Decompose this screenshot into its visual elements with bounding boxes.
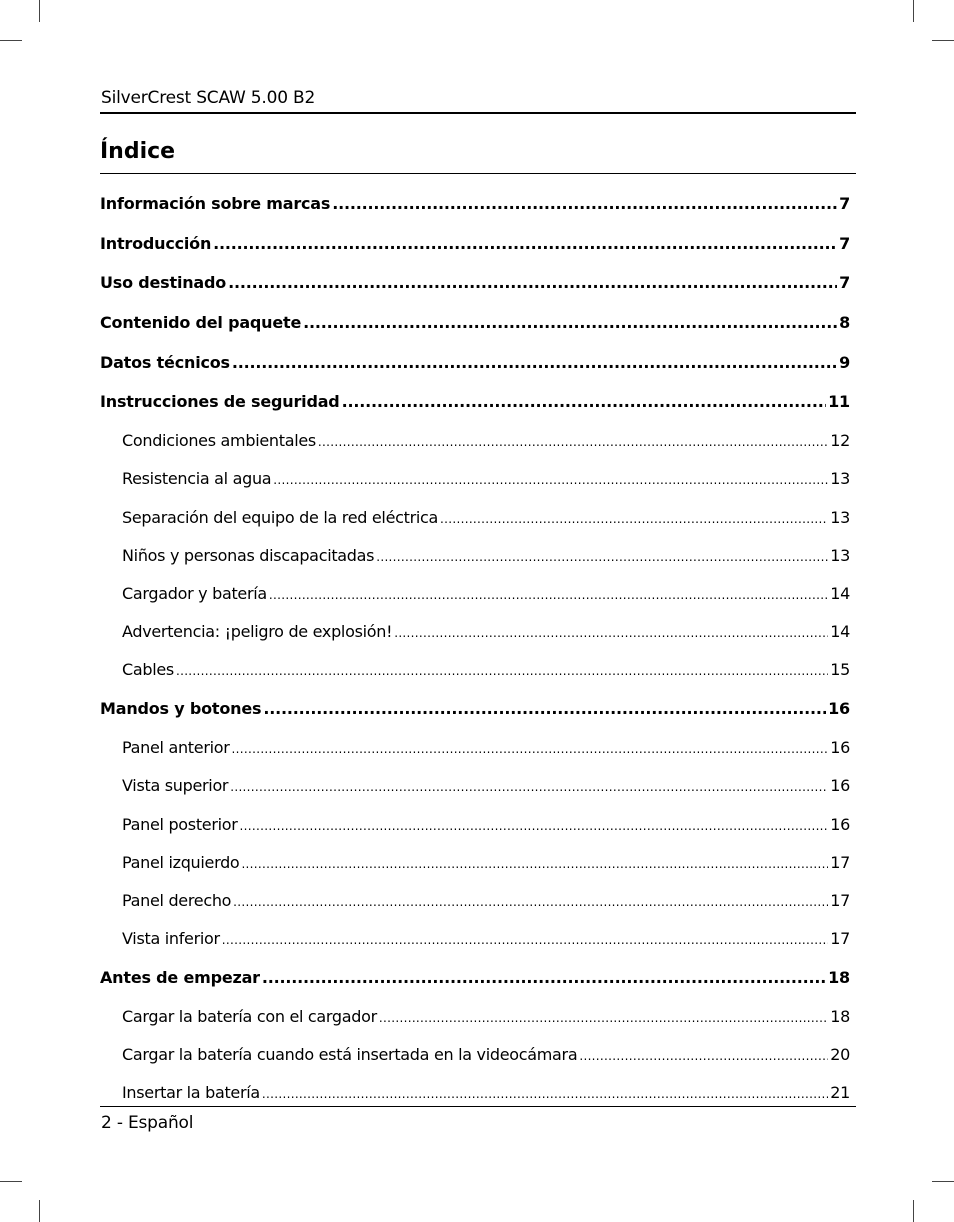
toc-entry-label: Insertar la batería	[122, 1083, 260, 1103]
toc-entry-label: Panel posterior	[122, 814, 238, 834]
toc-entry-page-number: 7	[839, 273, 850, 293]
toc-entry-label: Cables	[122, 660, 174, 680]
dot-leader	[262, 958, 826, 998]
dot-leader	[579, 1037, 828, 1074]
toc-entry-page-number: 18	[830, 1006, 850, 1026]
crop-mark-bottom-left-vertical	[39, 1200, 40, 1222]
dot-leader	[233, 883, 828, 920]
toc-entry-section[interactable]	[100, 806, 850, 844]
toc-entry-page-number: 8	[839, 313, 850, 333]
toc-entry-label: Antes de empezar	[100, 968, 260, 988]
toc-entry-label: Niños y personas discapacitadas	[122, 545, 375, 565]
toc-entry-label: Contenido del paquete	[100, 313, 302, 333]
dot-leader	[263, 689, 826, 729]
toc-entry-page-number: 12	[830, 431, 850, 451]
toc-entry-page-number: 13	[830, 507, 850, 527]
toc-entry-page-number: 13	[830, 545, 850, 565]
toc-entry-section[interactable]	[100, 844, 850, 882]
toc-entry-chapter[interactable]	[100, 382, 850, 422]
toc-entry-chapter[interactable]	[100, 303, 850, 343]
toc-entry-label: Cargador y batería	[122, 583, 267, 603]
toc-entry-chapter[interactable]	[100, 343, 850, 383]
toc-entry-section[interactable]	[100, 613, 850, 651]
toc-entry-chapter[interactable]	[100, 184, 850, 224]
dot-leader	[394, 614, 828, 651]
dot-leader	[376, 538, 828, 575]
dot-leader	[230, 768, 828, 805]
toc-entry-label: Panel derecho	[122, 890, 232, 910]
toc-entry-section[interactable]	[100, 920, 850, 958]
toc-entry-section[interactable]	[100, 422, 850, 460]
toc-entry-label: Vista inferior	[122, 929, 220, 949]
toc-entry-page-number: 16	[830, 776, 850, 796]
crop-mark-bottom-right-vertical	[913, 1200, 914, 1222]
toc-entry-page-number: 17	[830, 929, 850, 949]
toc-entry-page-number: 13	[830, 469, 850, 489]
toc-entry-page-number: 16	[828, 699, 850, 719]
toc-title: Índice	[100, 139, 176, 164]
toc-entry-label: Mandos y botones	[100, 699, 262, 719]
product-name: SilverCrest SCAW 5.00 B2	[101, 88, 316, 108]
crop-mark-bottom-left-horizontal	[0, 1181, 22, 1182]
toc-entry-page-number: 20	[830, 1045, 850, 1065]
toc-entry-chapter[interactable]	[100, 224, 850, 264]
dot-leader	[303, 303, 837, 343]
crop-mark-top-right-horizontal	[932, 40, 954, 41]
toc-heading	[100, 139, 856, 174]
running-header	[100, 86, 856, 114]
toc-entry-label: Información sobre marcas	[100, 194, 331, 213]
toc-entry-label: Resistencia al agua	[122, 469, 272, 489]
crop-mark-top-left-horizontal	[0, 40, 22, 41]
dot-leader	[213, 224, 837, 264]
dot-leader	[228, 263, 837, 303]
dot-leader	[240, 807, 829, 844]
toc-entry-label: Datos técnicos	[100, 352, 230, 372]
dot-leader	[232, 730, 829, 767]
toc-entry-page-number: 9	[839, 352, 850, 372]
toc-entry-page-number: 7	[839, 233, 850, 253]
page-number-label: 2 - Español	[101, 1113, 194, 1133]
dot-leader	[273, 461, 828, 498]
toc-entry-label: Panel anterior	[122, 738, 230, 758]
dot-leader	[241, 845, 828, 882]
toc-entry-page-number: 15	[830, 660, 850, 680]
toc-entry-section[interactable]	[100, 575, 850, 613]
toc-entry-section[interactable]	[100, 1036, 850, 1074]
toc-entry-page-number: 7	[839, 194, 850, 213]
toc-entry-page-number: 17	[830, 890, 850, 910]
toc-entry-page-number: 16	[830, 738, 850, 758]
toc-entry-label: Advertencia: ¡peligro de explosión!	[122, 622, 393, 642]
crop-mark-bottom-right-horizontal	[932, 1181, 954, 1182]
toc-entry-label: Uso destinado	[100, 273, 227, 293]
toc-entry-label: Cargar la batería con el cargador	[122, 1006, 377, 1026]
dot-leader	[232, 343, 837, 383]
toc-entry-chapter[interactable]	[100, 263, 850, 303]
footer-rule	[100, 1106, 856, 1107]
toc-entry-label: Separación del equipo de la red eléctrica	[122, 507, 439, 527]
toc-entry-label: Introducción	[100, 233, 212, 253]
dot-leader	[269, 576, 828, 613]
toc-entry-chapter[interactable]	[100, 689, 850, 729]
toc-entry-section[interactable]	[100, 729, 850, 767]
dot-leader	[318, 423, 828, 460]
toc-entry-page-number: 21	[830, 1083, 850, 1103]
crop-mark-top-left-vertical	[39, 0, 40, 22]
toc-entry-label: Cargar la batería cuando está insertada en la videocámara	[122, 1045, 578, 1065]
toc-entry-label: Condiciones ambientales	[122, 431, 316, 451]
toc-entry-page-number: 14	[830, 583, 850, 603]
dot-leader	[176, 652, 828, 689]
toc-entry-section[interactable]	[100, 460, 850, 498]
toc-entry-page-number: 18	[828, 968, 850, 988]
toc-entry-page-number: 11	[828, 392, 850, 412]
toc-entry-section[interactable]	[100, 537, 850, 575]
dot-leader	[342, 382, 827, 422]
toc-entry-page-number: 17	[830, 852, 850, 872]
dot-leader	[222, 921, 828, 958]
toc-entry-section[interactable]	[100, 767, 850, 805]
crop-mark-top-right-vertical	[913, 0, 914, 22]
toc-entry-page-number: 14	[830, 622, 850, 642]
toc-entry-section[interactable]	[100, 499, 850, 537]
toc-entry-section[interactable]	[100, 998, 850, 1036]
toc-entry-chapter[interactable]	[100, 958, 850, 998]
toc-entry-page-number: 16	[830, 814, 850, 834]
toc-entry-label: Panel izquierdo	[122, 852, 240, 872]
toc-entry-label: Vista superior	[122, 776, 229, 796]
toc-entry-section[interactable]	[100, 651, 850, 689]
toc-entry-section[interactable]	[100, 882, 850, 920]
toc-entry-label: Instrucciones de seguridad	[100, 392, 340, 412]
table-of-contents	[100, 184, 850, 1113]
dot-leader	[332, 184, 837, 224]
dot-leader	[440, 500, 828, 537]
dot-leader	[379, 999, 828, 1036]
